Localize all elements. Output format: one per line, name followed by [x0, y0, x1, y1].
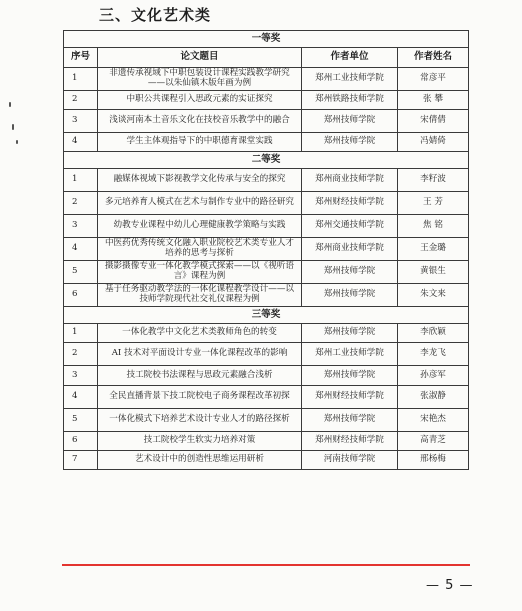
author-name: 李籽波 — [398, 169, 469, 192]
row-no: 2 — [64, 343, 98, 366]
author-unit: 郑州技师学院 — [302, 110, 398, 133]
header-no: 序号 — [64, 48, 98, 68]
author-unit: 郑州技师学院 — [302, 133, 398, 152]
row-no: 4 — [64, 238, 98, 261]
paper-title: 基于任务驱动教学法的一体化课程教学设计——以技师学院现代社交礼仪课程为例 — [98, 284, 302, 307]
author-name: 冯婧倚 — [398, 133, 469, 152]
author-unit: 郑州技师学院 — [302, 261, 398, 284]
author-name: 高青芝 — [398, 432, 469, 451]
table-row — [64, 110, 469, 133]
author-unit: 郑州商业技师学院 — [302, 238, 398, 261]
author-unit: 郑州技师学院 — [302, 284, 398, 307]
paper-title: 艺术设计中的创造性思维运用研析 — [98, 451, 302, 470]
margin-mark — [12, 124, 14, 130]
table-row — [64, 366, 469, 386]
prize-header-row — [64, 152, 469, 169]
awards-table — [63, 30, 469, 470]
author-name: 宋艳杰 — [398, 409, 469, 432]
paper-title: 一体化教学中文化艺术类教师角色的转变 — [98, 324, 302, 343]
prize-header-row — [64, 31, 469, 48]
author-name: 焦 铭 — [398, 215, 469, 238]
margin-mark — [9, 102, 11, 107]
row-no: 1 — [64, 324, 98, 343]
paper-title: 摄影摄像专业一体化教学模式探索——以《视听语言》课程为例 — [98, 261, 302, 284]
table-row — [64, 261, 469, 284]
header-title: 论文题目 — [98, 48, 302, 68]
paper-title: 中医药优秀传统文化融入职业院校艺术类专业人才培养的思考与探析 — [98, 238, 302, 261]
author-unit: 郑州技师学院 — [302, 366, 398, 386]
author-unit: 郑州铁路技师学院 — [302, 91, 398, 110]
author-name: 黄银生 — [398, 261, 469, 284]
paper-title: 学生主体观指导下的中职德育课堂实践 — [98, 133, 302, 152]
author-name: 常彦平 — [398, 68, 469, 91]
table-row — [64, 284, 469, 307]
paper-title: AI 技术对平面设计专业一体化课程改革的影响 — [98, 343, 302, 366]
table-row — [64, 68, 469, 91]
author-unit: 郑州技师学院 — [302, 324, 398, 343]
paper-title: 技工院校书法课程与思政元素融合浅析 — [98, 366, 302, 386]
author-name: 张 攀 — [398, 91, 469, 110]
row-no: 4 — [64, 386, 98, 409]
author-unit: 郑州工业技师学院 — [302, 343, 398, 366]
row-no: 3 — [64, 110, 98, 133]
author-name: 李龙飞 — [398, 343, 469, 366]
table-row — [64, 324, 469, 343]
row-no: 6 — [64, 432, 98, 451]
prize-level-first: 一等奖 — [64, 31, 469, 48]
author-name: 孙彦军 — [398, 366, 469, 386]
author-unit: 郑州商业技师学院 — [302, 169, 398, 192]
author-unit: 郑州交通技师学院 — [302, 215, 398, 238]
author-unit: 郑州工业技师学院 — [302, 68, 398, 91]
table-row — [64, 432, 469, 451]
paper-title: 一体化模式下培养艺术设计专业人才的路径探析 — [98, 409, 302, 432]
margin-mark — [16, 140, 18, 144]
author-name: 朱文来 — [398, 284, 469, 307]
author-name: 张淑静 — [398, 386, 469, 409]
table-row — [64, 238, 469, 261]
row-no: 2 — [64, 91, 98, 110]
table-row — [64, 343, 469, 366]
row-no: 4 — [64, 133, 98, 152]
author-unit: 郑州财经技师学院 — [302, 192, 398, 215]
prize-header-row — [64, 307, 469, 324]
author-name: 李欣颖 — [398, 324, 469, 343]
paper-title: 非遗传承视域下中职包装设计课程实践教学研究——以朱仙镇木版年画为例 — [98, 68, 302, 91]
author-name: 王金璐 — [398, 238, 469, 261]
paper-title: 中职公共课程引入思政元素的实证探究 — [98, 91, 302, 110]
table-row — [64, 451, 469, 470]
paper-title: 技工院校学生软实力培养对策 — [98, 432, 302, 451]
table-row — [64, 215, 469, 238]
header-author: 作者姓名 — [398, 48, 469, 68]
row-no: 5 — [64, 261, 98, 284]
row-no: 7 — [64, 451, 98, 470]
header-unit: 作者单位 — [302, 48, 398, 68]
row-no: 1 — [64, 169, 98, 192]
row-no: 5 — [64, 409, 98, 432]
table-row — [64, 91, 469, 110]
author-unit: 郑州财经技师学院 — [302, 432, 398, 451]
paper-title: 融媒体视域下影视教学文化传承与安全的探究 — [98, 169, 302, 192]
paper-title: 浅谈河南本土音乐文化在技校音乐教学中的融合 — [98, 110, 302, 133]
row-no: 1 — [64, 68, 98, 91]
table-row — [64, 133, 469, 152]
column-header-row — [64, 48, 469, 68]
author-unit: 河南技师学院 — [302, 451, 398, 470]
row-no: 2 — [64, 192, 98, 215]
row-no: 6 — [64, 284, 98, 307]
table-row — [64, 169, 469, 192]
section-title: 三、文化艺术类 — [99, 6, 212, 24]
paper-title: 多元培养育人模式在艺术与制作专业中的路径研究 — [98, 192, 302, 215]
row-no: 3 — [64, 366, 98, 386]
red-underline — [62, 564, 470, 566]
prize-level-third: 三等奖 — [64, 307, 469, 324]
author-unit: 郑州技师学院 — [302, 409, 398, 432]
row-no: 3 — [64, 215, 98, 238]
prize-level-second: 二等奖 — [64, 152, 469, 169]
author-name: 王 芳 — [398, 192, 469, 215]
page-number: — 5 — — [426, 578, 474, 593]
paper-title: 全民直播背景下技工院校电子商务课程改革初探 — [98, 386, 302, 409]
table-row — [64, 409, 469, 432]
author-name: 宋倩倩 — [398, 110, 469, 133]
author-name: 邢杨梅 — [398, 451, 469, 470]
paper-title: 幼教专业课程中幼儿心理健康教学策略与实践 — [98, 215, 302, 238]
table-row — [64, 192, 469, 215]
table-row — [64, 386, 469, 409]
author-unit: 郑州财经技师学院 — [302, 386, 398, 409]
